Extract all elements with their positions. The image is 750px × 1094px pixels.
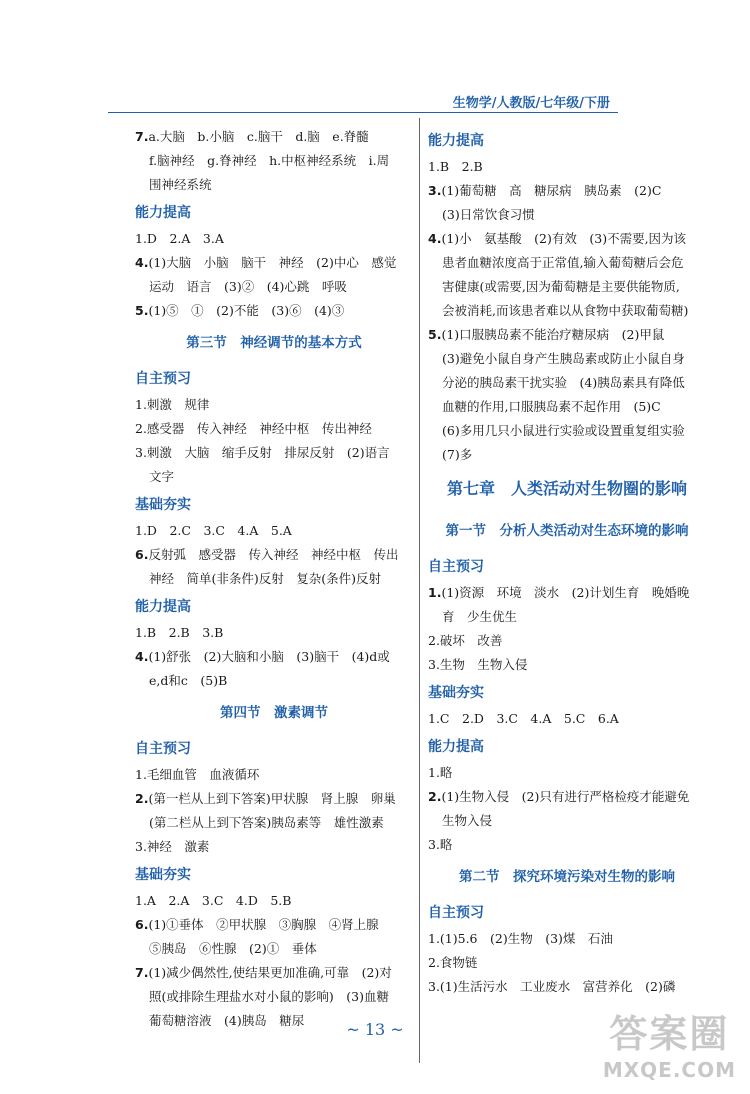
answer-line: 1.(1)5.6 (2)生物 (3)煤 石油 xyxy=(428,931,613,946)
answer-line xyxy=(135,125,413,149)
answer-text: (1)葡萄糖 高 糖尿病 胰岛素 (2)C xyxy=(441,183,662,198)
answer-line xyxy=(428,227,706,251)
answer-line: 2.破坏 改善 xyxy=(428,633,503,648)
answer-line: 分泌的胰岛素干扰实验 (4)胰岛素具有降低 xyxy=(442,375,685,390)
lesson-title: 第二节 探究环境污染对生物的影响 xyxy=(459,869,675,885)
answer-line xyxy=(428,179,706,203)
answer-text: (1)大脑 小脑 脑干 神经 (2)中心 感觉 xyxy=(148,255,397,270)
question-number: 7. xyxy=(135,129,149,144)
watermark-main: 答案圈 xyxy=(609,1012,730,1056)
running-header: 生物学/人教版/七年级/下册 xyxy=(452,96,610,111)
answer-line xyxy=(135,787,413,811)
answer-line: ⑤胰岛 ⑥性腺 (2)① 垂体 xyxy=(149,941,317,956)
left-column xyxy=(135,125,413,1033)
lesson-title: 第四节 激素调节 xyxy=(220,705,328,721)
column-divider xyxy=(419,118,420,1063)
answer-line: 1.D 2.A 3.A xyxy=(135,231,224,246)
answer-text: 反射弧 感受器 传入神经 神经中枢 传出 xyxy=(148,547,399,562)
watermark-logo xyxy=(603,1003,736,1082)
answer-text: (第一栏从上到下答案)甲状腺 肾上腺 卵巢 xyxy=(148,791,396,806)
answer-text: (1)资源 环境 淡水 (2)计划生育 晚婚晚 xyxy=(441,585,690,600)
answer-line: 害健康(或需要,因为葡萄糖是主要供能物质, xyxy=(442,279,680,294)
answer-line xyxy=(135,299,413,323)
answer-line: (3)日常饮食习惯 xyxy=(442,207,535,222)
answer-text: a.大脑 b.小脑 c.脑干 d.脑 e.脊髓 xyxy=(148,129,369,144)
question-number: 5. xyxy=(428,327,442,342)
answer-line: 2.感受器 传入神经 神经中枢 传出神经 xyxy=(135,421,372,436)
question-number: 4. xyxy=(428,231,442,246)
answer-line: 3.生物 生物入侵 xyxy=(428,657,528,672)
answer-line: 1.A 2.A 3.C 4.D 5.B xyxy=(135,893,292,908)
answer-line: 会被消耗,而该患者难以从食物中获取葡萄糖) xyxy=(442,303,689,318)
answer-line xyxy=(428,323,706,347)
question-number: 4. xyxy=(135,649,149,664)
right-column xyxy=(428,125,706,999)
answer-line: (7)多 xyxy=(442,447,473,462)
answer-text: (1)小 氨基酸 (2)有效 (3)不需要,因为该 xyxy=(441,231,687,246)
section-heading: 自主预习 xyxy=(135,741,191,757)
answer-line: 患者血糖浓度高于正常值,输入葡萄糖后会危 xyxy=(442,255,684,270)
answer-line: 1.C 2.D 3.C 4.A 5.C 6.A xyxy=(428,711,619,726)
answer-line: 3.略 xyxy=(428,837,453,852)
section-heading: 基础夯实 xyxy=(428,685,484,701)
answer-line: (第二栏从上到下答案)胰岛素等 雄性激素 xyxy=(149,815,384,830)
question-number: 2. xyxy=(428,789,442,804)
answer-line xyxy=(135,251,413,275)
section-heading: 能力提高 xyxy=(428,739,484,755)
answer-text: (1)生物入侵 (2)只有进行严格检疫才能避免 xyxy=(441,789,690,804)
answer-line xyxy=(428,581,706,605)
answer-text: (1)①垂体 ②甲状腺 ③胸腺 ④肾上腺 xyxy=(148,917,379,932)
answer-line xyxy=(135,645,413,669)
answer-line: 生物入侵 xyxy=(442,813,493,828)
answer-line xyxy=(428,785,706,809)
answer-line: 1.B 2.B xyxy=(428,159,483,174)
answer-line: 葡萄糖溶液 (4)胰岛 糖尿 xyxy=(149,1013,305,1028)
question-number: 4. xyxy=(135,255,149,270)
answer-line xyxy=(135,543,413,567)
answer-line: (3)避免小鼠自身产生胰岛素或防止小鼠自身 xyxy=(442,351,685,366)
answer-line: e,d和c (5)B xyxy=(149,673,228,688)
answer-line: 3.刺激 大脑 缩手反射 排尿反射 (2)语言 xyxy=(135,445,390,460)
header-rule xyxy=(108,112,618,113)
answer-line: 运动 语言 (3)② (4)心跳 呼吸 xyxy=(149,279,347,294)
section-heading: 能力提高 xyxy=(428,133,484,149)
section-heading: 基础夯实 xyxy=(135,497,191,513)
answer-line: 2.食物链 xyxy=(428,955,478,970)
question-number: 5. xyxy=(135,303,149,318)
lesson-title: 第一节 分析人类活动对生态环境的影响 xyxy=(445,523,689,539)
question-number: 3. xyxy=(428,183,442,198)
answer-line: 1.毛细血管 血液循环 xyxy=(135,767,260,782)
answer-line: 照(或排除生理盐水对小鼠的影响) (3)血糖 xyxy=(149,989,389,1004)
question-number: 1. xyxy=(428,585,442,600)
answer-line: f.脑神经 g.脊神经 h.中枢神经系统 i.周 xyxy=(149,153,390,168)
question-number: 6. xyxy=(135,917,149,932)
answer-line: 围神经系统 xyxy=(149,177,212,192)
answer-line: 文字 xyxy=(149,469,175,484)
section-heading: 能力提高 xyxy=(135,599,191,615)
answer-line: 1.D 2.C 3.C 4.A 5.A xyxy=(135,523,292,538)
answer-text: (1)⑤ ① (2)不能 (3)⑥ (4)③ xyxy=(148,303,345,318)
question-number: 2. xyxy=(135,791,149,806)
section-heading: 自主预习 xyxy=(428,905,484,921)
answer-text: (1)减少偶然性,使结果更加准确,可靠 (2)对 xyxy=(148,965,392,980)
answer-line: 3.(1)生活污水 工业废水 富营养化 (2)磷 xyxy=(428,979,676,994)
answer-line: 1.略 xyxy=(428,765,453,780)
answer-line: 育 少生优生 xyxy=(442,609,518,624)
answer-line: 神经 简单(非条件)反射 复杂(条件)反射 xyxy=(149,571,382,586)
question-number: 7. xyxy=(135,965,149,980)
answer-line xyxy=(135,913,413,937)
answer-text: (1)舒张 (2)大脑和小脑 (3)脑干 (4)d或 xyxy=(148,649,390,664)
answer-line: (6)多用几只小鼠进行实验或设置重复组实验 xyxy=(442,423,685,438)
chapter-title: 第七章 人类活动对生物圈的影响 xyxy=(446,479,687,498)
answer-line: 1.刺激 规律 xyxy=(135,397,210,412)
answer-text: (1)口服胰岛素不能治疗糖尿病 (2)甲鼠 xyxy=(441,327,665,342)
answer-line xyxy=(135,961,413,985)
section-heading: 能力提高 xyxy=(135,205,191,221)
answer-line: 3.神经 激素 xyxy=(135,839,210,854)
answer-line: 1.B 2.B 3.B xyxy=(135,625,224,640)
section-heading: 自主预习 xyxy=(428,559,484,575)
section-heading: 基础夯实 xyxy=(135,867,191,883)
watermark-sub: MXQE.COM xyxy=(602,1058,736,1082)
answer-line: 血糖的作用,口服胰岛素不起作用 (5)C xyxy=(442,399,661,414)
question-number: 6. xyxy=(135,547,149,562)
section-heading: 自主预习 xyxy=(135,371,191,387)
page-number: ~ 13 ~ xyxy=(346,1020,404,1039)
lesson-title: 第三节 神经调节的基本方式 xyxy=(186,335,362,351)
